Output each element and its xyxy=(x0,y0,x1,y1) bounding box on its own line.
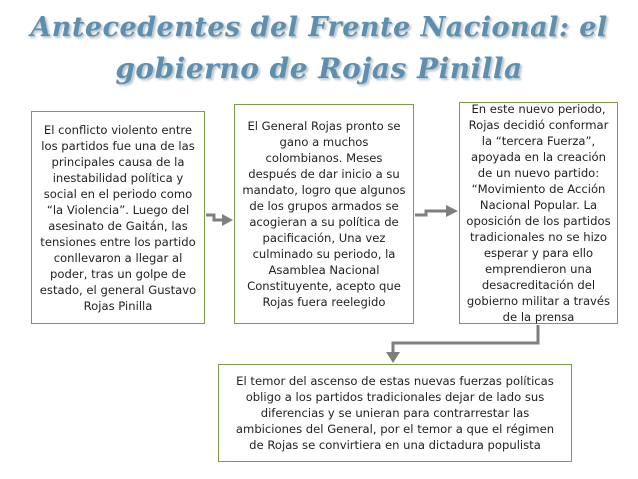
box-temor-partidos-text: El temor del ascenso de estas nuevas fuerzas políticas obligo a los partidos tradicionales dejar de lado sus diferencias y se unieran para contrarrestar las ambiciones del General, por el temor a que el régimen de Rojas se convirtiera en una dictadura populista xyxy=(235,374,555,452)
box-rojas-gobierno-text: El General Rojas pronto se gano a muchos colombianos. Meses después de dar inicio a su mandato, logro que algunos de los grupos armados se acogieran a su política de pacificación, Una vez culminado su periodo, la Asamblea Nacional Constituyente, acepto que Rojas fuera reelegido xyxy=(242,119,406,309)
title-line-1: Antecedentes del Frente Nacional: el xyxy=(30,12,608,43)
arrow-box1-to-box2 xyxy=(206,214,233,226)
arrow-box2-to-box3 xyxy=(415,205,458,217)
title-line-2: gobierno de Rojas Pinilla xyxy=(115,52,523,85)
box-violencia-text: El conflicto violento entre los partidos fue una de las principales causa de la inestabilidad política y social en el periodo como “la Violencia”. Luego del asesinato de Gaitán, las tensiones entre los partido conllevaron a llegar al poder, tras un golpe de estado, el general Gustavo Rojas Pinilla xyxy=(39,122,197,313)
arrow-box3-to-box4 xyxy=(386,325,538,363)
box-tercera-fuerza-text: En este nuevo periodo, Rojas decidió conformar la “tercera Fuerza”, apoyada en la creación de un nuevo partido: “Movimiento de Acción Nacional Popular. La oposición de los partidos tradicionales no se hizo esperar y para ello emprendieron una desacreditación del gobierno militar a través de la prensa xyxy=(466,102,611,324)
